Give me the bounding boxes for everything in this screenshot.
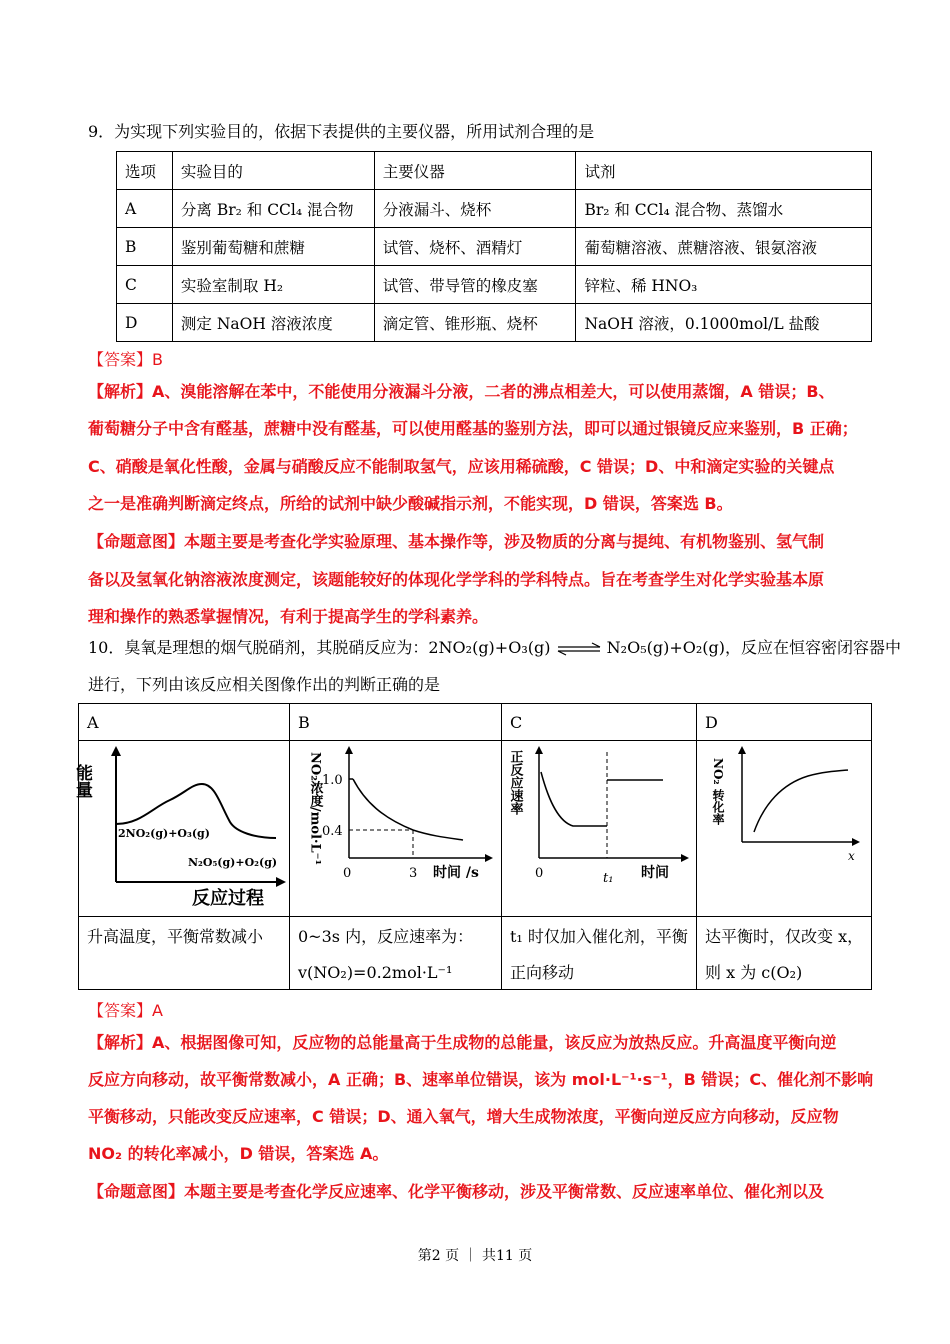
graph-a-ylabel: 能量 (72, 764, 92, 798)
table-row (117, 304, 872, 342)
row-aim: 实验室制取 H₂ (172, 266, 374, 304)
table-row (117, 266, 872, 304)
graph-c-xlabel: 时间 (641, 865, 669, 881)
header-option: 选项 (117, 152, 173, 190)
header-aim: 实验目的 (172, 152, 374, 190)
q9-analysis-line-2: 葡萄糖分子中含有醛基，蔗糖中没有醛基，可以使用醛基的鉴别方法，即可以通过银镜反应来鉴别，B 正确； (88, 419, 858, 438)
page-footer: 第2 页 ｜ 共11 页 (417, 1248, 533, 1264)
q10-desc-b-1: 0~3s 内，反应速率为： (298, 927, 474, 946)
table-header-row (117, 152, 872, 190)
row-option: C (117, 266, 173, 304)
q10-desc-c-1: t₁ 时仅加入催化剂，平衡 (510, 927, 688, 946)
q10-intent-line-1: 【命题意图】本题主要是考查化学反应速率、化学平衡移动，涉及平衡常数、反应速率单位、催化剂以及 (88, 1182, 825, 1201)
q10-stem-line-1 (88, 638, 901, 658)
q10-analysis-line-3: 平衡移动，只能改变反应速率，C 错误；D、通入氧气，增大生成物浓度，平衡向逆反应方向移动，反应物 (88, 1107, 839, 1126)
row-instrument: 试管、烧杯、酒精灯 (374, 228, 576, 266)
row-option: B (117, 228, 173, 266)
row-instrument: 滴定管、锥形瓶、烧杯 (374, 304, 576, 342)
row-instrument: 试管、带导管的橡皮塞 (374, 266, 576, 304)
graph-b-xlabel: 时间 /s (433, 865, 479, 881)
q9-answer: 【答案】B (88, 350, 163, 369)
q10-analysis-line-2: 反应方向移动，故平衡常数减小，A 正确；B、速率单位错误，该为 mol·L⁻¹·s⁻¹，B 错误；C、催化剂不影响 (88, 1070, 874, 1089)
q10-analysis-line-1: 【解析】A、根据图像可知，反应物的总能量高于生成物的总能量，该反应为放热反应。升高温度平衡向逆 (88, 1033, 837, 1052)
q10-desc-a: 升高温度，平衡常数减小 (87, 927, 264, 946)
q10-desc-c-2: 正向移动 (510, 963, 575, 982)
q10-desc-d-1: 达平衡时，仅改变 x， (705, 927, 864, 946)
row-option: A (117, 190, 173, 228)
table-row (117, 228, 872, 266)
graph-c-ylabel: 正反应速率 (507, 750, 523, 815)
q10-option-b: B (298, 713, 310, 732)
graph-b-x-tick-1: 3 (409, 866, 418, 881)
row-aim: 测定 NaOH 溶液浓度 (172, 304, 374, 342)
row-option: D (117, 304, 173, 342)
graph-b-y-tick-1: 1.0 (322, 773, 343, 788)
row-reagent: Br₂ 和 CCl₄ 混合物、蒸馏水 (576, 190, 872, 228)
q10-desc-d-2: 则 x 为 c(O₂) (705, 963, 803, 982)
q10-stem-post: N₂O₅(g)+O₂(g)，反应在恒容密闭容器中 (606, 638, 901, 657)
q10-desc-b-2: v(NO₂)=0.2mol·L⁻¹ (298, 963, 453, 982)
graph-a-xlabel: 反应过程 (192, 888, 264, 909)
q10-stem-line-2: 进行，下列由该反应相关图像作出的判断正确的是 (88, 675, 441, 694)
divider (78, 916, 872, 917)
graph-c-rate-plot (503, 742, 695, 914)
graph-a-product: N₂O₅(g)+O₂(g) (188, 856, 278, 869)
header-instrument: 主要仪器 (374, 152, 576, 190)
graph-d-conversion-plot (698, 742, 870, 914)
row-instrument: 分液漏斗、烧杯 (374, 190, 576, 228)
divider (289, 703, 290, 990)
table-row (117, 190, 872, 228)
graph-b-y-tick-2: 0.4 (322, 824, 343, 839)
graph-b-ylabel: NO₂浓度/mol·L⁻¹ (307, 752, 323, 866)
q9-analysis-line-3: C、硝酸是氧化性酸，金属与硝酸反应不能制取氢气，应该用稀硫酸，C 错误；D、中和滴定实验的关键点 (88, 457, 835, 476)
graph-a-reactant: 2NO₂(g)+O₃(g) (118, 827, 210, 840)
row-aim: 鉴别葡萄糖和蔗糖 (172, 228, 374, 266)
graph-b-x-tick-0: 0 (343, 866, 352, 881)
equilibrium-arrow-icon (556, 642, 602, 656)
divider (501, 703, 502, 990)
row-aim: 分离 Br₂ 和 CCl₄ 混合物 (172, 190, 374, 228)
q9-intent-line-3: 理和操作的熟悉掌握情况，有利于提高学生的学科素养。 (88, 607, 489, 626)
graph-d-ylabel: NO₂ 转化率 (711, 758, 725, 825)
q10-answer: 【答案】A (88, 1001, 163, 1020)
row-reagent: NaOH 溶液，0.1000mol/L 盐酸 (576, 304, 872, 342)
q9-intent-line-1: 【命题意图】本题主要是考查化学实验原理、基本操作等，涉及物质的分离与提纯、有机物鉴别、氢气制 (88, 532, 825, 551)
q10-option-a: A (87, 713, 99, 732)
q9-stem: 9．为实现下列实验目的，依据下表提供的主要仪器，所用试剂合理的是 (88, 122, 595, 141)
graph-b-concentration-plot (291, 742, 499, 914)
q9-intent-line-2: 备以及氢氧化钠溶液浓度测定，该题能较好的体现化学学科的学科特点。旨在考查学生对化学实验基本原 (88, 570, 825, 589)
q9-analysis-line-4: 之一是准确判断滴定终点，所给的试剂中缺少酸碱指示剂，不能实现，D 错误，答案选 B。 (88, 494, 733, 513)
q10-option-d: D (705, 713, 718, 732)
q10-option-c: C (510, 713, 523, 732)
q10-stem-pre: 10．臭氧是理想的烟气脱硝剂，其脱硝反应为：2NO₂(g)+O₃(g) (88, 638, 551, 657)
row-reagent: 锌粒、稀 HNO₃ (576, 266, 872, 304)
header-reagent: 试剂 (576, 152, 872, 190)
graph-c-x-tick-0: 0 (535, 866, 544, 881)
graph-c-x-tick-1: t₁ (603, 871, 614, 886)
row-reagent: 葡萄糖溶液、蔗糖溶液、银氨溶液 (576, 228, 872, 266)
graph-a-energy-diagram (72, 742, 288, 914)
graph-d-xlabel: x (848, 849, 855, 863)
q9-table (116, 151, 872, 342)
q9-analysis-line-1: 【解析】A、溴能溶解在苯中，不能使用分液漏斗分液，二者的沸点相差大，可以使用蒸馏，A 错误；B、 (88, 382, 835, 401)
divider (78, 740, 872, 741)
divider (696, 703, 697, 990)
q10-analysis-line-4: NO₂ 的转化率减小，D 错误，答案选 A。 (88, 1144, 389, 1163)
